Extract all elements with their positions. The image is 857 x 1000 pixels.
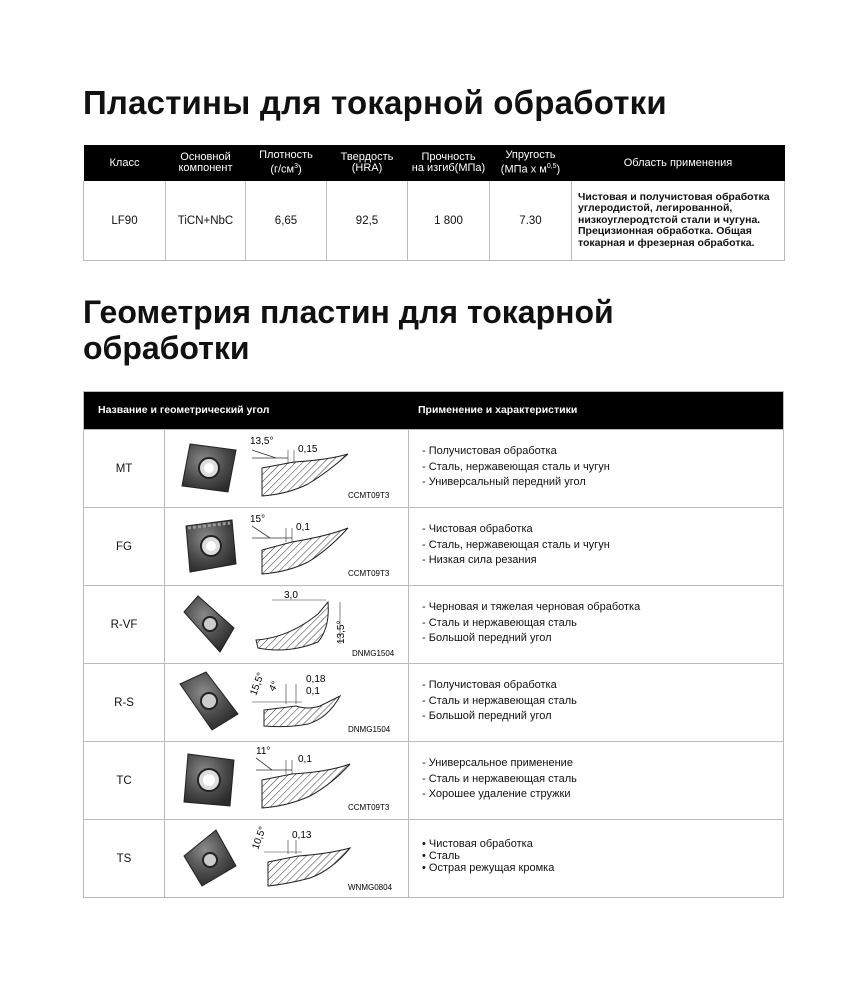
row-name: R-VF	[84, 586, 165, 663]
cell-hardness: 92,5	[327, 181, 408, 261]
insert-image	[176, 592, 242, 656]
geometry-row	[84, 819, 783, 897]
page-title: Пластины для токарной обработки	[83, 84, 667, 121]
list-item: • Острая режущая кромка	[422, 862, 555, 874]
row-name: MT	[84, 430, 165, 507]
row-name: R-S	[84, 664, 165, 741]
insert-code: CCMT09T3	[348, 491, 390, 500]
insert-code: CCMT09T3	[348, 569, 390, 578]
insert-code: WNMG0804	[348, 883, 393, 892]
cell-component: TiCN+NbC	[166, 181, 246, 261]
application-list	[422, 838, 554, 874]
list-item: • Чистовая обработка	[422, 838, 533, 850]
geometry-row	[84, 429, 783, 507]
rake-angle-label: 10,5°	[250, 825, 269, 852]
header-component: Основной компонент	[166, 145, 246, 181]
properties-data-row	[84, 181, 785, 261]
second-land-width-label: 0,1	[306, 686, 320, 697]
properties-table	[83, 145, 785, 261]
land-width-label: 0,15	[298, 444, 318, 455]
list-item: - Сталь и нержавеющая сталь	[422, 616, 577, 629]
application-list	[422, 444, 610, 491]
geometry-row	[84, 585, 783, 663]
profile-drawing	[248, 666, 408, 738]
header-hardness: Твердость (HRA)	[327, 145, 408, 181]
list-item: - Сталь, нержавеющая сталь и чугун	[422, 538, 610, 551]
row-name: FG	[84, 508, 165, 585]
insert-code: CCMT09T3	[348, 803, 390, 812]
land-width-label: 0,1	[296, 522, 310, 533]
rake-angle-label: 15°	[250, 514, 266, 525]
geometry-cell	[164, 820, 409, 897]
insert-image	[176, 826, 242, 890]
profile-drawing	[248, 822, 408, 894]
rake-angle-label: 13,5°	[336, 620, 347, 644]
insert-image	[176, 748, 242, 812]
cell-density: 6,65	[246, 181, 327, 261]
insert-code: DNMG1504	[348, 725, 391, 734]
cell-strength: 1 800	[408, 181, 490, 261]
list-item: - Низкая сила резания	[422, 554, 537, 566]
profile-drawing	[248, 744, 408, 816]
geometry-row	[84, 663, 783, 741]
insert-image	[176, 514, 242, 578]
geometry-cell	[164, 508, 409, 585]
application-list	[422, 678, 577, 725]
rake-angle-label: 13,5°	[250, 436, 274, 447]
geometry-cell	[164, 742, 409, 819]
list-item: - Сталь и нержавеющая сталь	[422, 772, 577, 785]
geometry-row	[84, 741, 783, 819]
row-name: TS	[84, 820, 165, 897]
land-width-label: 0,13	[292, 830, 312, 841]
list-item: - Черновая и тяжелая черновая обработка	[422, 601, 641, 613]
rake-angle-label: 11°	[256, 746, 271, 757]
row-name: TC	[84, 742, 165, 819]
profile-drawing	[248, 510, 408, 582]
list-item: - Большой передний угол	[422, 710, 552, 722]
profile-drawing	[248, 432, 408, 504]
insert-image	[176, 670, 242, 734]
secondary-angle-label: 4°	[267, 679, 282, 694]
geometry-cell	[164, 664, 409, 741]
properties-header-row	[84, 145, 785, 181]
land-width-label: 0,1	[298, 754, 312, 765]
list-item: - Получистовая обработка	[422, 445, 557, 457]
list-item: - Чистовая обработка	[422, 523, 533, 535]
list-item: - Сталь и нержавеющая сталь	[422, 694, 577, 707]
list-item: - Хорошее удаление стружки	[422, 788, 571, 800]
insert-image	[176, 436, 242, 500]
list-item: • Сталь	[422, 850, 461, 862]
list-item: - Получистовая обработка	[422, 679, 557, 691]
list-item: - Сталь, нержавеющая сталь и чугун	[422, 460, 610, 473]
header-strength: Прочность на изгиб(МПа)	[408, 145, 490, 181]
header-application: Область применения	[572, 145, 785, 181]
cell-class: LF90	[84, 181, 166, 261]
geometry-header-row	[84, 392, 783, 429]
cell-elasticity: 7.30	[490, 181, 572, 261]
rake-angle-label: 15,5°	[248, 671, 267, 698]
geometry-row	[84, 507, 783, 585]
header-elasticity: Упругость (МПа x $м^{0,5}$)	[490, 145, 572, 181]
insert-code: DNMG1504	[352, 649, 395, 658]
land-width-label: 0,18	[306, 674, 326, 685]
geometry-cell	[164, 430, 409, 507]
list-item: - Универсальный передний угол	[422, 476, 586, 488]
list-item: - Универсальное применение	[422, 757, 573, 769]
application-list	[422, 600, 640, 647]
cell-application: Чистовая и получистовая обработка углеродистой, легированной, низкоуглеродтстой стали и чугуна. Прецизионная обработка. Общая токарная и фрезерная обработка.	[572, 181, 785, 261]
geometry-table	[83, 391, 784, 898]
header-name-angle: Название и геометрический угол	[98, 404, 270, 416]
header-application: Применение и характеристики	[418, 404, 578, 416]
list-item: - Большой передний угол	[422, 632, 552, 644]
groove-width-label: 3,0	[284, 590, 298, 601]
profile-drawing	[248, 588, 408, 660]
section-title: Геометрия пластин для токарной обработки	[83, 294, 614, 366]
application-list	[422, 522, 610, 569]
geometry-cell	[164, 586, 409, 663]
application-list	[422, 756, 577, 803]
header-class: Класс	[84, 145, 166, 181]
header-density: Плотность $(г/см^3)$	[246, 145, 327, 181]
